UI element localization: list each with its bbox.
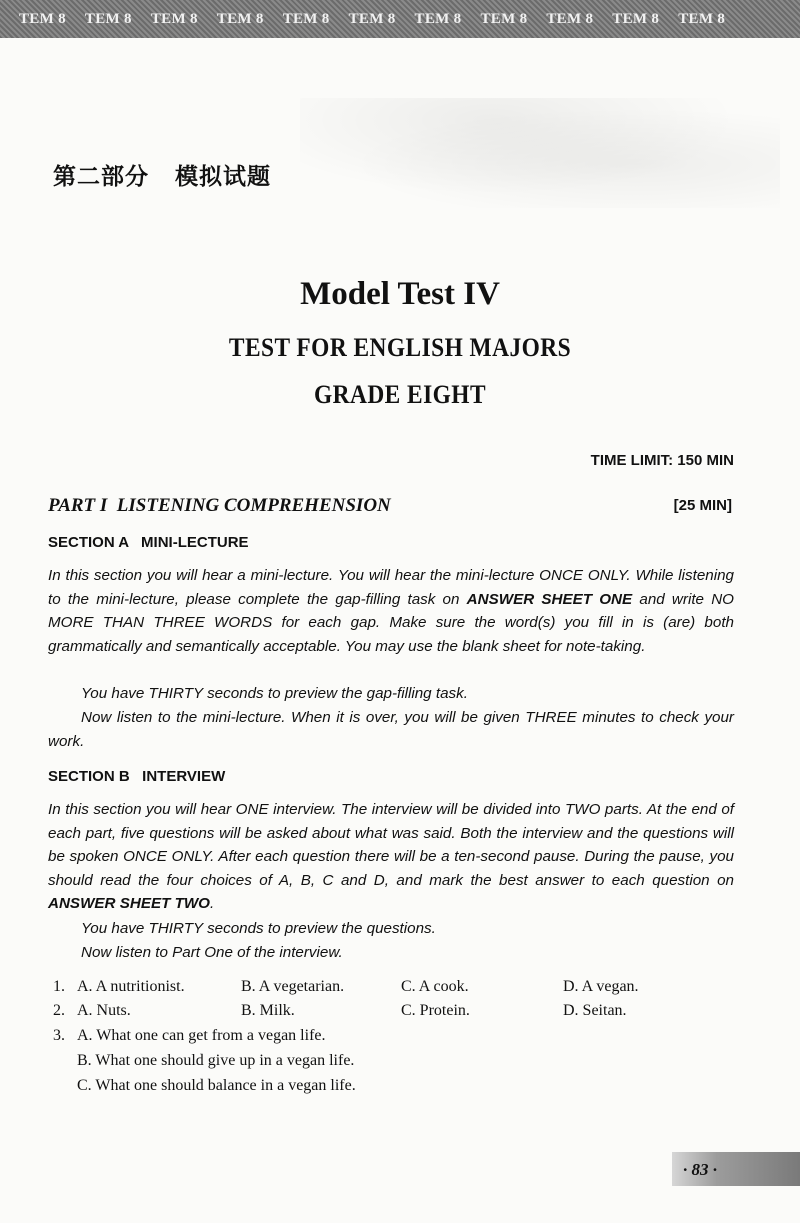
section-b-instructions xyxy=(48,798,734,916)
banner-label: TEM 8 xyxy=(612,10,660,27)
test-grade: GRADE EIGHT xyxy=(313,380,487,409)
section-a-text-cont: and write NO MORE THAN THREE WORDS for each gap. Make sure the word(s) you fill in is (are) both grammatically and semantically acceptable. You may use the blank sheet for note-taking. xyxy=(48,590,734,655)
time-limit: TIME LIMIT: 150 MIN xyxy=(590,452,734,469)
banner-label: TEM 8 xyxy=(150,10,198,27)
option-b: B. A vegetarian. xyxy=(241,978,345,995)
banner-label: TEM 8 xyxy=(480,10,528,27)
section-b-text: In this section you will hear ONE interview. The interview will be divided into TWO parts. At the end of each part, five questions will be asked about what was said. Both the interview and the questions will be spoken ONCE ONLY. After each question there will be a ten-second pause. During the pause, you should read the four choices of A, B, C and D, and mark the best answer to each question on xyxy=(48,801,734,889)
question-number: 1. xyxy=(53,978,65,995)
question-2 xyxy=(53,999,753,1024)
section-b-listen-note: Now listen to Part One of the interview. xyxy=(81,944,343,961)
section-a-listen-note: Now listen to the mini-lecture. When it is over, you will be given THREE minutes to check your work. xyxy=(48,709,734,750)
part-time: [25 MIN] xyxy=(673,497,732,514)
option-a: A. Nuts. xyxy=(77,1002,131,1019)
question-number: 2. xyxy=(53,1002,65,1019)
part-heading xyxy=(53,158,271,191)
option-d: D. Seitan. xyxy=(563,1002,627,1019)
option-d: D. A vegan. xyxy=(563,978,639,995)
part-heading-right: 模拟试题 xyxy=(175,164,271,190)
option-a: A. What one can get from a vegan life. xyxy=(77,1027,326,1044)
section-b-text-cont: . xyxy=(210,895,215,912)
option-c: C. A cook. xyxy=(401,978,469,995)
section-a-preview-note: You have THIRTY seconds to preview the gap-filling task. xyxy=(81,685,468,702)
banner-label: TEM 8 xyxy=(19,10,66,27)
banner-label: TEM 8 xyxy=(414,10,462,27)
faded-background-print xyxy=(300,98,780,208)
header-banner xyxy=(0,0,800,38)
option-b: B. Milk. xyxy=(241,1002,295,1019)
section-a-instructions xyxy=(48,564,734,658)
answer-sheet-two: ANSWER SHEET TWO xyxy=(48,895,210,912)
question-number: 3. xyxy=(53,1027,65,1044)
banner-label: TEM 8 xyxy=(282,10,330,27)
section-a-title: SECTION A MINI-LECTURE xyxy=(48,534,249,551)
banner-label: TEM 8 xyxy=(546,10,594,27)
answer-sheet-one: ANSWER SHEET ONE xyxy=(466,590,633,608)
test-title: Model Test IV xyxy=(300,276,500,312)
part-heading-left: 第二部分 xyxy=(53,164,149,190)
banner-label: TEM 8 xyxy=(348,10,396,27)
banner-label: TEM 8 xyxy=(678,10,726,27)
question-1 xyxy=(53,975,753,1000)
section-b-title: SECTION B INTERVIEW xyxy=(48,768,226,785)
banner-label: TEM 8 xyxy=(216,10,264,27)
section-b-preview-note: You have THIRTY seconds to preview the questions. xyxy=(81,920,436,937)
banner-label: TEM 8 xyxy=(84,10,132,27)
section-a-text: In this section you will hear a mini-lecture. You will hear the mini-lecture ONCE ONLY. While listening to the mini-lecture, please complete the gap-filling task on xyxy=(48,567,734,608)
question-3-option-c: C. What one should balance in a vegan life. xyxy=(77,1077,356,1094)
test-subtitle: TEST FOR ENGLISH MAJORS xyxy=(228,333,572,362)
option-a: A. A nutritionist. xyxy=(77,978,185,995)
question-3 xyxy=(53,1024,753,1049)
page-number: · 83 · xyxy=(683,1160,717,1179)
question-3-option-b: B. What one should give up in a vegan life. xyxy=(77,1052,355,1069)
part-title: PART I LISTENING COMPREHENSION xyxy=(48,495,391,516)
option-c: C. Protein. xyxy=(401,1002,470,1019)
